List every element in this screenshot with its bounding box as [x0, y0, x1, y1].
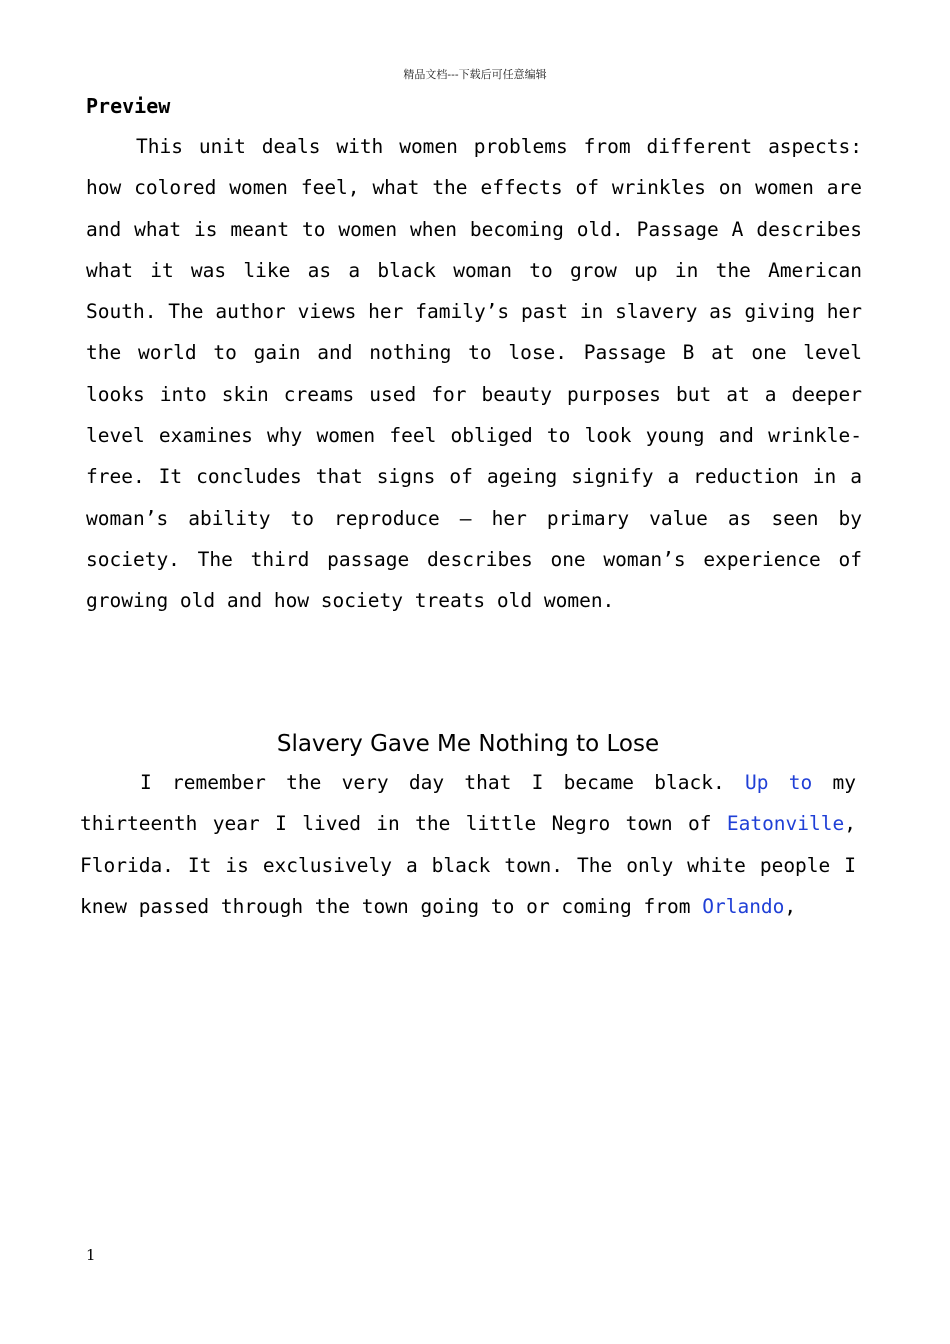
passage-text: , Florida. It is exclusively a black town. The only white people I knew passed through the town going to or coming from [80, 812, 856, 918]
passage-paragraph [80, 762, 856, 927]
passage-title: Slavery Gave Me Nothing to Lose [276, 731, 660, 757]
preview-heading: Preview [86, 94, 171, 118]
preview-paragraph: This unit deals with women problems from different aspects: how colored women feel, what the effects of wrinkles on women are and what is meant to women when becoming old. Passage A describes what it was like as a black woman to grow up in the American South. The author views her family’s past in slavery as giving her the world to gain and nothing to lose. Passage B at one level looks into skin creams used for beauty purposes but at a deeper level examines why women feel obliged to look young and wrinkle-free. It concludes that signs of ageing signify a reduction in a woman’s ability to reproduce — her primary value as seen by society. The third passage describes one woman’s experience of growing old and how society treats old women. [86, 135, 862, 613]
passage-text: , [784, 894, 797, 918]
passage-text: my thirteenth year I lived in the little Negro town of [80, 771, 856, 836]
passage-text: I remember the very day that I became black. [140, 771, 746, 794]
orlando-link[interactable]: Orlando [702, 894, 785, 918]
up-to-link[interactable]: Up to [745, 771, 813, 794]
eatonville-link[interactable]: Eatonville [726, 812, 845, 836]
page-number: 1 [86, 1246, 96, 1264]
header-note: 精品文档---下载后可任意编辑 [403, 68, 547, 81]
